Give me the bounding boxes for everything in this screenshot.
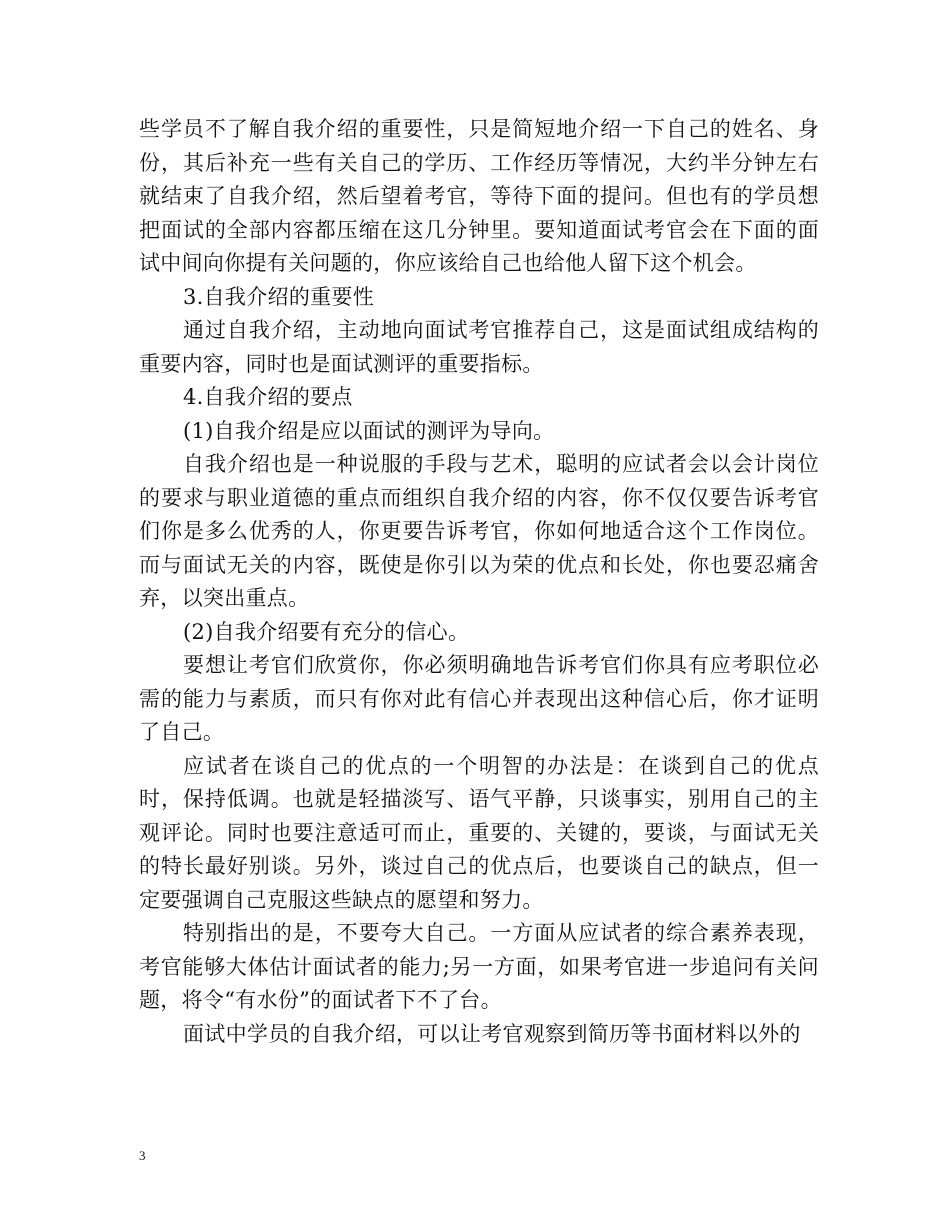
subheading-2: (2)自我介绍要有充分的信心。	[183, 619, 470, 644]
subheading-1: (1)自我介绍是应以面试的测评为导向。	[183, 418, 555, 443]
section-heading-3: 3.自我介绍的重要性	[183, 284, 375, 309]
paragraph-3: 自我介绍也是一种说服的手段与艺术，聪明的应试者会以会计岗位的要求与职业道德的重点而组织自我介绍的内容，你不仅仅要告诉考官们你是多么优秀的人，你更要告诉考官，你如何地适合这个工作岗位。而与面试无关的内容，既使是你引以为荣的优点和长处，你也要忍痛舍弃，以突出重点。	[139, 452, 819, 610]
paragraph-6: 特别指出的是，不要夸大自己。一方面从应试者的综合素养表现，考官能够大体估计面试者的能力;另一方面，如果考官进一步追问有关问题，将令“有水份”的面试者下不了台。	[139, 921, 819, 1012]
document-body	[139, 113, 819, 1051]
paragraph-7: 面试中学员的自我介绍，可以让考官观察到简历等书面材料以外的	[183, 1021, 801, 1046]
paragraph-1: 些学员不了解自我介绍的重要性，只是简短地介绍一下自己的姓名、身份，其后补充一些有关自己的学历、工作经历等情况，大约半分钟左右就结束了自我介绍，然后望着考官，等待下面的提问。但也有的学员想把面试的全部内容都压缩在这几分钟里。要知道面试考官会在下面的面试中间向你提有关问题的，你应该给自己也给他人留下这个机会。	[139, 117, 819, 275]
paragraph-5: 应试者在谈自己的优点的一个明智的办法是：在谈到自己的优点时，保持低调。也就是轻描淡写、语气平静，只谈事实，别用自己的主观评论。同时也要注意适可而止，重要的、关键的，要谈，与面试无关的特长最好别谈。另外，谈过自己的优点后，也要谈自己的缺点，但一定要强调自己克服这些缺点的愿望和努力。	[139, 753, 819, 912]
paragraph-4: 要想让考官们欣赏你，你必须明确地告诉考官们你具有应考职位必需的能力与素质，而只有你对此有信心并表现出这种信心后，你才证明了自己。	[139, 653, 819, 744]
page-number: 3	[139, 1148, 146, 1163]
section-heading-4: 4.自我介绍的要点	[183, 385, 353, 409]
paragraph-2: 通过自我介绍，主动地向面试考官推荐自己，这是面试组成结构的重要内容，同时也是面试测评的重要指标。	[139, 318, 819, 376]
